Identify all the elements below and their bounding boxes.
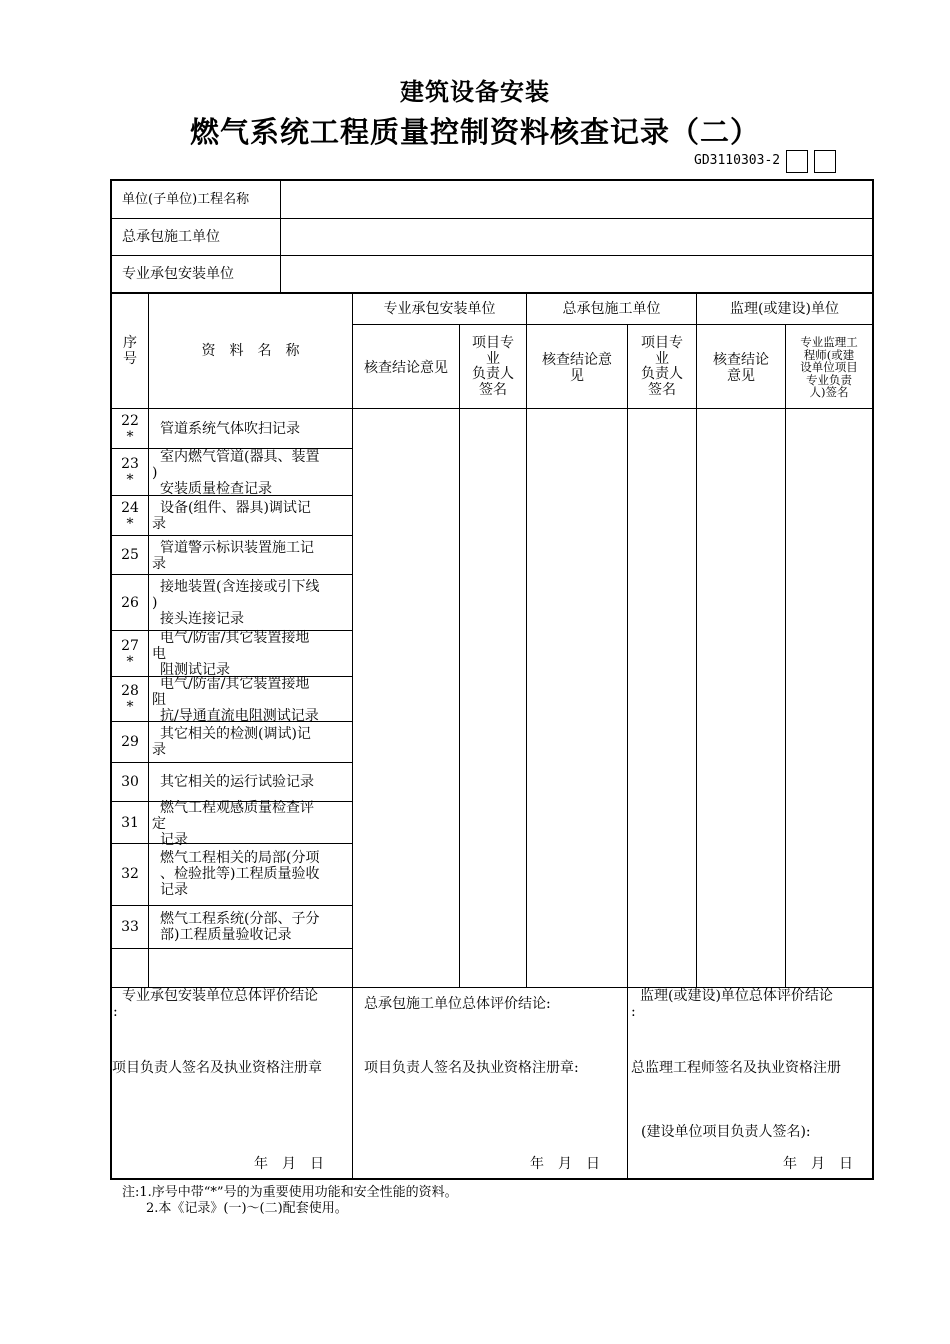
row-seq: 30 [121, 774, 139, 790]
row-seq: 26 [121, 595, 139, 611]
grid-line [872, 179, 874, 1180]
group-supervision-header: 监理(或建设)单位 [730, 301, 839, 317]
row-seq: 31 [121, 815, 139, 831]
row-seq: 33 [121, 919, 139, 935]
owner-sign-label: (建设单位项目负责人签名): [641, 1124, 811, 1140]
row-name: 燃气工程相关的局部(分项 、检验批等)工程质量验收 记录 [160, 850, 320, 898]
check-opinion-header-3: 核查结论 意见 [713, 352, 769, 384]
note-line-1: 注:1.序号中带“*”号的为重要使用功能和安全性能的资料。 [122, 1185, 458, 1200]
row-seq: 29 [121, 734, 139, 750]
project-name-field[interactable] [282, 182, 870, 217]
code-box-2[interactable] [814, 150, 836, 173]
general-evaluation-title: 总承包施工单位总体评价结论: [364, 996, 551, 1012]
specialty-contractor-field[interactable] [282, 257, 870, 291]
check-opinion-header-1: 核查结论意见 [364, 360, 448, 376]
row-name: 管道系统气体吹扫记录 [160, 421, 300, 437]
category-title: 建筑设备安装 [400, 78, 550, 106]
general-contractor-label: 总承包施工单位 [122, 229, 220, 245]
project-name-label: 单位(子单位)工程名称 [122, 192, 250, 207]
grid-line [110, 292, 874, 294]
specialty-sign-label: 项目负责人签名及执业资格注册章 [112, 1060, 322, 1076]
grid-line [352, 324, 874, 325]
name-header: 资 料 名 称 [201, 343, 300, 359]
row-seq: 28 * [121, 683, 139, 715]
row-seq: 24 * [121, 500, 139, 532]
form-code: GD3110303-2 [694, 153, 781, 168]
general-contractor-field[interactable] [282, 220, 870, 254]
row-name: 电气/防雷/其它装置接地 电 阻测试记录 [152, 630, 310, 678]
grid-line [110, 179, 112, 1180]
row-name: 其它相关的运行试验记录 [160, 774, 314, 790]
general-date: 年 月 日 [530, 1156, 600, 1172]
specialty-contractor-label: 专业承包安装单位 [122, 266, 234, 282]
grid-line [110, 255, 874, 256]
row-seq: 32 [121, 866, 139, 882]
sign-header-3: 专业监理工 程师(或建 设单位项目 专业负责 人)签名 [800, 335, 858, 399]
grid-line [110, 408, 874, 409]
grid-line [459, 324, 460, 987]
grid-line [110, 1178, 874, 1180]
grid-line [148, 293, 149, 987]
grid-line [110, 179, 874, 181]
row-name: 燃气工程系统(分部、子分 部)工程质量验收记录 [160, 911, 320, 943]
grid-line [110, 905, 353, 906]
grid-line [110, 535, 353, 536]
code-box-1[interactable] [786, 150, 808, 173]
grid-line [627, 987, 628, 1179]
row-name: 设备(组件、器具)调试记 录 [152, 500, 311, 532]
grid-line [110, 218, 874, 219]
row-seq: 23 * [121, 456, 139, 488]
grid-line [526, 293, 527, 987]
grid-line [785, 324, 786, 987]
row-name: 燃气工程观感质量检查评 定 记录 [152, 800, 314, 848]
supervision-date: 年 月 日 [783, 1156, 853, 1172]
row-name: 电气/防雷/其它装置接地 阻 抗/导通直流电阻测试记录 [152, 676, 319, 724]
seq-header: 序 号 [123, 335, 137, 367]
grid-line [110, 574, 353, 575]
sign-header-2: 项目专 业 负责人 签名 [641, 335, 683, 398]
grid-line [110, 762, 353, 763]
group-specialty-header: 专业承包安装单位 [383, 301, 496, 317]
row-name: 室内燃气管道(器具、装置 ) 安装质量检查记录 [152, 449, 320, 497]
note-line-2: 2.本《记录》(一)～(二)配套使用。 [146, 1201, 348, 1216]
row-name: 接地装置(含连接或引下线 ) 接头连接记录 [152, 579, 320, 627]
row-seq: 25 [121, 547, 139, 563]
row-seq: 22 * [121, 413, 139, 445]
row-name: 其它相关的检测(调试)记 录 [152, 726, 311, 758]
row-name: 管道警示标识装置施工记 录 [152, 540, 314, 572]
form-title: 燃气系统工程质量控制资料核查记录（二） [189, 115, 760, 149]
supervision-evaluation-title: 监理(或建设)单位总体评价结论 : [631, 988, 833, 1020]
group-general-header: 总承包施工单位 [562, 301, 661, 317]
row-seq: 27 * [121, 638, 139, 670]
specialty-date: 年 月 日 [254, 1156, 324, 1172]
sign-header-1: 项目专 业 负责人 签名 [472, 335, 514, 398]
grid-line [627, 324, 628, 987]
specialty-evaluation-title: 专业承包安装单位总体评价结论 : [113, 988, 318, 1020]
grid-line [110, 948, 353, 949]
grid-line [280, 181, 281, 293]
grid-line [352, 293, 353, 1179]
check-opinion-header-2: 核查结论意 见 [542, 352, 612, 384]
grid-line [696, 293, 697, 987]
general-sign-label: 项目负责人签名及执业资格注册章: [364, 1060, 579, 1076]
supervision-sign-label: 总监理工程师签名及执业资格注册 [631, 1060, 841, 1076]
